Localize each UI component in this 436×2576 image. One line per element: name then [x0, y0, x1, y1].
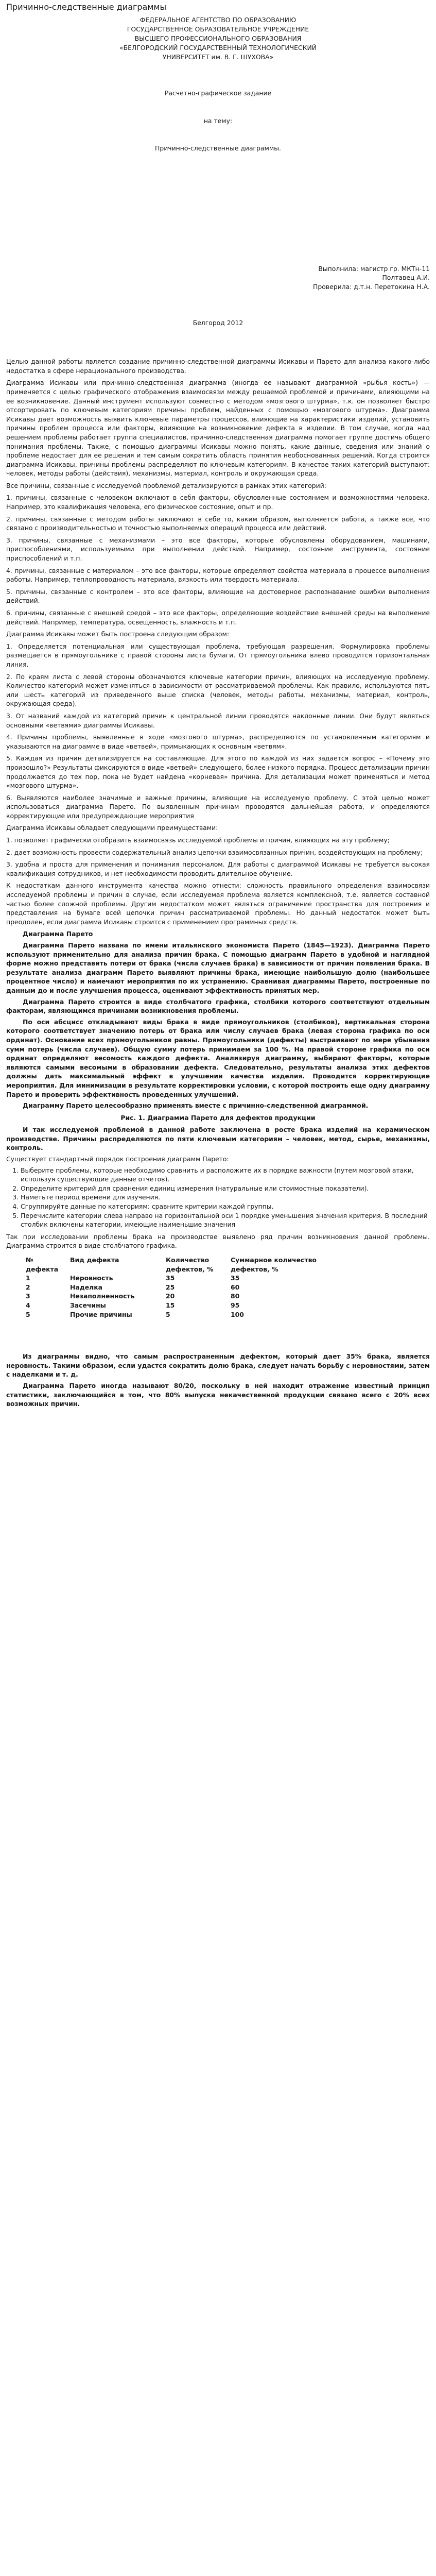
list-item: 5. Перечислите категории слева направо на горизонтальной оси 1 порядке уменьшения значения критерия. В последний столбик включены категории, имеющие наименьшие значения: [21, 1211, 430, 1229]
paragraph: 6. Выявляются наиболее значимые и важные причины, влияющие на исследуемую проблему. С этой целью может использоваться диаграмма Парето. По выявленным причинам проводятся дальнейшая работа, и определяются корректирующие или предупреждающие мероприятия: [6, 793, 430, 820]
topic: Причинно-следственные диаграммы.: [155, 144, 281, 152]
table-cell: 35: [231, 1274, 240, 1282]
table-cell: 60: [231, 1283, 240, 1291]
paragraph: Диаграмма Исикавы или причинно-следственная диаграмма (иногда ее называют диаграммой «рыбья кость») — применяется с целью графического отображения взаимосвязи между решаемой проблемой и причинами, влияющими на ее возникновение. Данный инструмент используют совместно с методом «мозгового штурма», т.к. он позволяет быстро отсортировать по ключевым категориям причины проблем, найденных с помощью «мозгового штурма». Диаграмма Исикавы дает возможность выявить ключевые параметры процессов, влияющие на характеристики изделий, установить причины проблем процесса или факторы, влияющие на возникновение дефекта в изделии. В том случае, когда над решением проблемы работает группа специалистов, причинно-следственная диаграмма помогает группе достичь общего понимания проблемы. Также, с помощью диаграммы Исикавы можно понять, какие данные, сведения или знаний о проблеме недостает для ее решения и тем самым сократить область принятия необоснованных решений. Когда строится диаграмма Исикавы, причины проблемы распределяют по ключевым категориям. В качестве таких категорий выступают: человек, методы работы (действия), механизмы, материал, контроль и окружающая среда.: [6, 379, 430, 478]
table-header-row: [22, 1256, 322, 1274]
table-cell: 3: [26, 1292, 30, 1300]
table-cell: 80: [231, 1292, 240, 1300]
header-line: ГОСУДАРСТВЕННОЕ ОБРАЗОВАТЕЛЬНОЕ УЧРЕЖДЕНИЕ: [127, 25, 309, 33]
table-cell: 4: [26, 1301, 30, 1309]
paragraph: 3. От названий каждой из категорий причин к центральной линии проводятся наклонные линии. Они будут являться основными «ветвями» диаграммы Исикавы.: [6, 711, 430, 729]
table-cell: Прочие причины: [70, 1310, 132, 1318]
intro-section: [6, 357, 430, 926]
institution-header: [6, 15, 430, 62]
table-cell: 15: [166, 1301, 175, 1309]
paragraph: И так исследуемой проблемой в данной работе заключена в росте брака изделий на керамическом производстве. Причины распределяются по пяти ключевым категориям – человек, метод, сырье, механизмы, контроль.: [6, 1126, 430, 1152]
header-line: ВЫСШЕГО ПРОФЕССИОНАЛЬНОГО ОБРАЗОВАНИЯ: [134, 35, 302, 42]
paragraph: К недостаткам данного инструмента качества можно отнести: сложность правильного определения взаимосвязи исследуемой проблемы и причин в случае, если исследуемая проблема является комплексной, т.е. является составной частью более сложной проблемы. Другим недостатком может являться ограничение пространства для построения и представления на бумаге всей цепочки причин рассматриваемой проблемы. Но данный недостаток может быть преодолен, если диаграмма Исикавы строится с применением программных средств.: [6, 882, 430, 926]
list-item: 3. Наметьте период времени для изучения.: [21, 1193, 430, 1202]
author-line: Проверила: д.т.н. Перетокина Н.А.: [313, 282, 430, 291]
table-header-cell: Количество дефектов, %: [166, 1256, 214, 1273]
defects-table: [22, 1256, 322, 1319]
table-cell: 2: [26, 1283, 30, 1291]
table-cell: Неровность: [70, 1274, 113, 1282]
table-row: [22, 1310, 322, 1319]
steps-label: Существует стандартный порядок построения диаграмм Парето:: [6, 1155, 229, 1163]
topic-label: на тему:: [203, 116, 233, 125]
paragraph: По оси абсцисс откладывают виды брака в виде прямоугольников (столбиков), вертикальная сторона которого соответствует значению потерь от брака или числу случаев брака (левая сторона графика по оси ординат). Основание всех прямоугольников равны. Прямоугольники (дефекты) выстраивают по мере убывания сумм потерь (числа случаев). Общую сумму потерь принимаем за 100 %. На правой стороне графика по оси ординат определяют весомость каждого дефекта. Анализируя диаграмму, выбирают факторы, которые являются самыми весомыми в образовании дефекта. Следовательно, результаты анализа этих дефектов должны дать максимальный эффект в улучшении качества изделия. Проводится корректирующие мероприятия. Для минимизации в результате корректировки условии, с которой построить еще одну диаграмму Парето и проверить эффективность проведенных улучшений.: [6, 1018, 430, 1098]
header-line: ФЕДЕРАЛЬНОЕ АГЕНТСТВО ПО ОБРАЗОВАНИЮ: [139, 16, 297, 24]
paragraph: Диаграмма Исикавы может быть построена следующим образом:: [6, 630, 229, 638]
table-cell: 5: [166, 1310, 170, 1318]
paragraph: Из диаграммы видно, что самым распространенным дефектом, который дает 35% брака, является неровность. Такими образом, если удастся сократить долю брака, следует начать борьбу с неровностями, затем с наделками и т. д.: [6, 1352, 430, 1379]
city-year: Белгород 2012: [193, 318, 243, 327]
list-item: 4. Сгруппируйте данные по категориям: сравните критерии каждой группы.: [21, 1202, 430, 1211]
paragraph: 1. причины, связанные с человеком включают в себя факторы, обусловленные состоянием и возможностями человека. Например, это квалификация человека, его физическое состояние, опыт и пр.: [6, 494, 430, 511]
list-item: 2. Определите критерий для сравнения единиц измерения (натуральные или стоимостные показатели).: [21, 1184, 430, 1193]
table-cell: Засечины: [70, 1301, 106, 1309]
work-type: Расчетно-графическое задание: [164, 89, 272, 97]
table-header-cell: № дефекта: [26, 1256, 59, 1273]
paragraph: 3. причины, связанные с механизмами – это все факторы, которые обусловлены оборудованием, машинами, приспособлениями, используемыми при выполнении действий. Например, состояние инструмента, состояние приспособлений и т.п.: [6, 536, 430, 563]
table-cell: 35: [166, 1274, 175, 1282]
document-title: Причинно-следственные диаграммы: [6, 2, 167, 12]
paragraph: 5. Каждая из причин детализируется на составляющие. Для этого по каждой из них задается вопрос – «Почему это произошло?» Результаты фиксируются в виде «ветвей» следующего, более низкого порядка. Процесс детализации причин продолжается до тех пор, пока не будет найдена «корневая» причина. Для детализации может применяться и метод «мозгового штурма».: [6, 754, 430, 790]
paragraph: 1. позволяет графически отобразить взаимосвязь исследуемой проблемы и причин, влияющих на эту проблему;: [6, 836, 390, 844]
paragraph: Диаграмма Парето иногда называют 80/20, поскольку в ней находит отражение известный принцип статистики, заключающийся в том, что 80% выпуска некачественной продукции связано всего с 20% всех возможных причин.: [6, 1381, 430, 1408]
table-row: [22, 1301, 322, 1310]
author-block: [6, 264, 430, 292]
paragraph: Диаграмма Исикавы обладает следующими преимуществами:: [6, 824, 218, 832]
table-row: [22, 1274, 322, 1283]
table-cell: Наделка: [70, 1283, 102, 1291]
paragraph: 2. дает возможность провести содержательный анализ цепочки взаимосвязанных причин, воздействующих на проблему;: [6, 848, 423, 856]
author-line: Выполнила: магистр гр. МКТн-11: [318, 264, 430, 273]
paragraph: 3. удобна и проста для применения и понимания персоналом. Для работы с диаграммой Исикавы не требуется высокая квалификация сотрудников, и нет необходимости проводить длительное обучение.: [6, 860, 430, 877]
table-header-cell: Суммарное количество дефектов, %: [231, 1256, 317, 1273]
table-row: [22, 1292, 322, 1301]
table-cell: 100: [231, 1310, 244, 1318]
paragraph: 5. причины, связанные с контролем – это все факторы, влияющие на достоверное распознавание ошибки выполнения действий.: [6, 587, 430, 605]
section-heading: Диаграмма Парето: [23, 930, 93, 938]
table-cell: 1: [26, 1274, 30, 1282]
paragraph: 1. Определяется потенциальная или существующая проблема, требующая разрешения. Формулировка проблемы размещается в прямоугольнике с правой стороны листа бумаги. От прямоугольника влево проводится горизонтальная линия.: [6, 642, 430, 668]
table-row: [22, 1283, 322, 1292]
paragraph: 4. Причины проблемы, выявленные в ходе «мозгового штурма», распределяются по установленным категориям и указываются на диаграмме в виде «ветвей», примыкающих к основным «ветвям».: [6, 733, 430, 750]
pareto-section: [6, 929, 430, 1408]
table-cell: 25: [166, 1283, 175, 1291]
paragraph: Целью данной работы является создание причинно-следственной диаграммы Исикавы и Парето для анализа какого-либо недостатка в сфере нерационального производства.: [6, 358, 430, 375]
paragraph: 4. причины, связанные с материалом – это все факторы, которые определяют свойства материала в процессе выполнения работы. Например, теплопроводность материала, вязкость или твердость материала.: [6, 566, 430, 584]
steps-list: [21, 1166, 430, 1229]
paragraph: Диаграмма Парето названа по имени итальянского экономиста Парето (1845—1923). Диаграмма Парето используют применительно для анализа причин брака. С помощью диаграмм Парето в удобной и наглядной форме можно представить потери от брака (числа случаев брака) в зависимости от причин появления брака. В результате анализа диаграмм Парето выявляют причины брака, имеющие наибольшую долю (наибольшее процентное число) и намечают мероприятия по их устранению. Сравнивая диаграммы Парето, построенные по данным до и после улучшения процесса, оценивают эффективность принятых мер.: [6, 941, 430, 994]
table-cell: 20: [166, 1292, 175, 1300]
figure-caption: Рис. 1. Диаграмма Парето для дефектов продукции: [120, 1113, 316, 1122]
paragraph: 2. По краям листа с левой стороны обозначаются ключевые категории причин, влияющих на исследуемую проблему. Количество категорий может изменяться в зависимости от рассматриваемой проблемы. Как правило, используются пять или шесть категорий из приведенного выше списка (человек, методы работы, механизмы, материал, контроль, окружающая среда).: [6, 672, 430, 708]
header-line: «БЕЛГОРОДСКИЙ ГОСУДАРСТВЕННЫЙ ТЕХНОЛОГИЧЕСКИЙ: [119, 44, 317, 52]
paragraph: 6. причины, связанные с внешней средой – это все факторы, определяющие воздействие внешней среды на выполнение действий. Например, температура, освещенность, влажность и т.п.: [6, 609, 430, 626]
table-cell: 5: [26, 1310, 30, 1318]
paragraph: Все причины, связанные с исследуемой проблемой детализируются в рамках этих категорий:: [6, 481, 326, 489]
paragraph: Диаграмму Парето целесообразно применять вместе с причинно-следственной диаграммой.: [23, 1101, 369, 1110]
table-cell: Незаполненность: [70, 1292, 135, 1300]
table-cell: 95: [231, 1301, 240, 1309]
paragraph: Так при исследовании проблемы брака на производстве выявлено ряд причин возникновения данной проблемы. Диаграмма строится в виде столбчатого графика.: [6, 1232, 430, 1250]
list-item: 1. Выберите проблемы, которые необходимо сравнить и расположите их в порядке важности (путем мозговой атаки, используя существующие данные отчетов).: [21, 1166, 430, 1184]
header-line: УНИВЕРСИТЕТ им. В. Г. ШУХОВА»: [162, 53, 274, 61]
table-header-cell: Вид дефекта: [70, 1256, 119, 1264]
paragraph: Диаграмма Парето строится в виде столбчатого графика, столбики которого соответствуют отдельным факторам, являющимся причинами возникновения проблемы.: [6, 997, 430, 1015]
author-line: Полтавец А.И.: [382, 274, 430, 282]
paragraph: 2. причины, связанные с методом работы заключают в себе то, каким образом, выполняется работа, а также все, что связано с производительностью и точностью выполняемых операций процесса или действий.: [6, 515, 430, 532]
